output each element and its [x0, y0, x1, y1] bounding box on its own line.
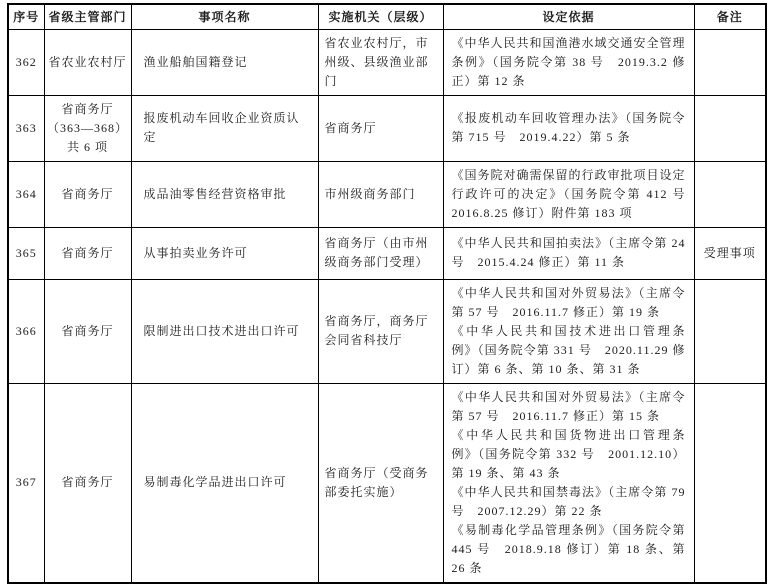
- cell-basis: 《中华人民共和国对外贸易法》（主席令第 57 号 2016.11.7 修正）第 19 条 《中华人民共和国技术进出口管理条例》（国务院令第 331 号 2020.11.29 修订）第 6 条、第 10 条、第 31 条: [443, 279, 694, 383]
- table-row: [8, 95, 766, 161]
- cell-no: 363: [8, 95, 44, 161]
- cell-basis: 《中华人民共和国拍卖法》（主席令第 24 号 2015.4.24 修正）第 11 条: [443, 227, 694, 279]
- cell-basis: 《中华人民共和国渔港水域交通安全管理条例》（国务院令第 38 号 2019.3.2 修正）第 12 条: [443, 29, 694, 95]
- cell-no: 362: [8, 29, 44, 95]
- cell-note: [694, 161, 766, 227]
- table-row: [8, 279, 766, 383]
- table-row: [8, 161, 766, 227]
- col-header-note: 备注: [694, 4, 766, 29]
- table-row: [8, 29, 766, 95]
- cell-note: [694, 95, 766, 161]
- col-header-item: 事项名称: [131, 4, 318, 29]
- table-row: [8, 227, 766, 279]
- cell-item: 成品油零售经营资格审批: [131, 161, 318, 227]
- approval-items-table: [7, 3, 767, 584]
- cell-note: [694, 279, 766, 383]
- col-header-no: 序号: [8, 4, 44, 29]
- cell-item: 限制进出口技术进出口许可: [131, 279, 318, 383]
- cell-dept: 省商务厅 （363—368） 共 6 项: [44, 95, 131, 161]
- cell-dept: 省商务厅: [44, 227, 131, 279]
- cell-basis: 《国务院对确需保留的行政审批项目设定行政许可的决定》（国务院令第 412 号 2016.8.25 修订）附件第 183 项: [443, 161, 694, 227]
- col-header-agency: 实施机关（层级）: [318, 4, 443, 29]
- cell-note: [694, 29, 766, 95]
- cell-agency: 省商务厅，商务厅会同省科技厅: [318, 279, 443, 383]
- cell-no: 365: [8, 227, 44, 279]
- cell-no: 367: [8, 383, 44, 583]
- header-row: [8, 4, 766, 29]
- cell-agency: 省商务厅（受商务部委托实施）: [318, 383, 443, 583]
- cell-item: 从事拍卖业务许可: [131, 227, 318, 279]
- cell-dept: 省商务厅: [44, 383, 131, 583]
- cell-no: 366: [8, 279, 44, 383]
- cell-no: 364: [8, 161, 44, 227]
- cell-agency: 省商务厅（由市州级商务部门受理）: [318, 227, 443, 279]
- cell-item: 易制毒化学品进出口许可: [131, 383, 318, 583]
- cell-dept: 省农业农村厅: [44, 29, 131, 95]
- cell-agency: 市州级商务部门: [318, 161, 443, 227]
- cell-item: 报废机动车回收企业资质认定: [131, 95, 318, 161]
- cell-note: 受理事项: [694, 227, 766, 279]
- cell-dept: 省商务厅: [44, 161, 131, 227]
- cell-basis: 《中华人民共和国对外贸易法》（主席令第 57 号 2016.11.7 修正）第 15 条 《中华人民共和国货物进出口管理条例》（国务院令第 332 号 2001.12.10）第 19 条、第 43 条 《中华人民共和国禁毒法》（主席令第 79 号 2007.12.29）第 22 条 《易制毒化学品管理条例》（国务院令第 445 号 2018.9.18 修订）第 18 条、第 26 条: [443, 383, 694, 583]
- cell-item: 渔业船舶国籍登记: [131, 29, 318, 95]
- table-row: [8, 383, 766, 583]
- cell-agency: 省农业农村厅，市州级、县级渔业部门: [318, 29, 443, 95]
- cell-basis: 《报废机动车回收管理办法》（国务院令第 715 号 2019.4.22）第 5 条: [443, 95, 694, 161]
- col-header-dept: 省级主管部门: [44, 4, 131, 29]
- col-header-basis: 设定依据: [443, 4, 694, 29]
- cell-note: [694, 383, 766, 583]
- cell-dept: 省商务厅: [44, 279, 131, 383]
- cell-agency: 省商务厅: [318, 95, 443, 161]
